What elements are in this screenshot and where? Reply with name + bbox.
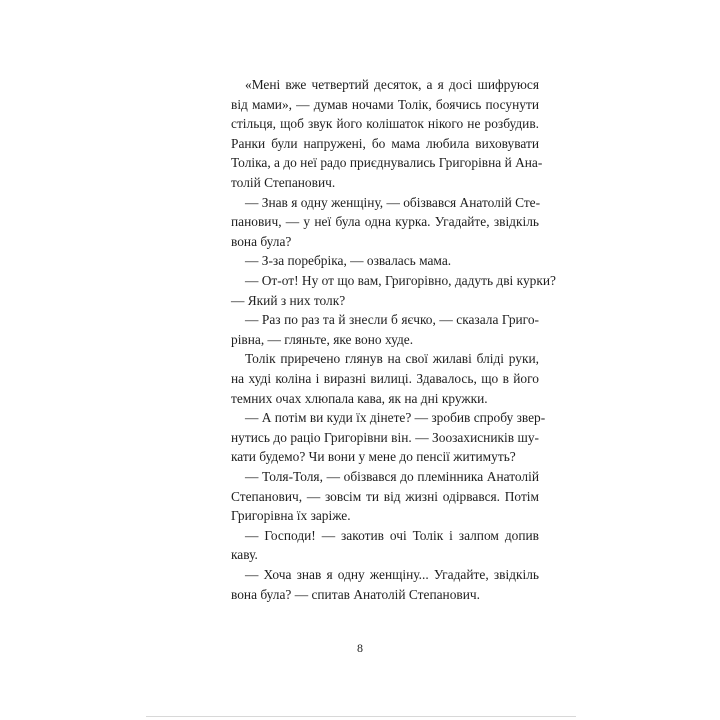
text-line: Григорівна їх заріже. (231, 508, 351, 524)
text-line: — Хоча знав я одну женщіну... Угадайте, звідкіль (245, 567, 539, 582)
bottom-divider (146, 716, 576, 717)
text-line: Степанович, — зовсім ти від жизні одірвався. Потім (231, 488, 539, 504)
text-line: стільця, щоб звук його колішаток нікого не розбудив. (231, 116, 539, 132)
text-line: — Знав я одну женщіну, — обізвався Анатолій Сте- (245, 194, 541, 210)
text-line: Ранки були напружені, бо мама любила виховувати (231, 135, 539, 151)
text-line: — З-за поребріка, — озвалась мама. (245, 253, 452, 269)
text-line: — Який з них толк? (231, 292, 346, 308)
text-line: — От-от! Ну от що вам, Григорівно, дадуть дві курки? (245, 273, 556, 288)
text-line: панович, — у неї була одна курка. Угадайте, звідкіль (231, 214, 539, 230)
text-line: Толіка, а до неї радо приєднувались Григорівна й Ана- (231, 155, 543, 171)
page-number: 8 (357, 641, 363, 655)
text-line: кати будемо? Чи вони у мене до пенсії житимуть? (231, 449, 516, 465)
text-line: рівна, — гляньте, яке воно худе. (231, 331, 414, 347)
text-line: від мами», — думав ночами Толік, боячись посунути (231, 96, 539, 112)
text-line: «Мені вже четвертий десяток, а я досі шифруюся (245, 77, 539, 92)
text-line: вона була? (231, 233, 292, 249)
text-line: Толік приречено глянув на свої жилаві бліді руки, (245, 351, 539, 367)
text-line: на худі коліна і виразні вилиці. Здавалось, що в його (231, 371, 539, 386)
text-line: каву. (231, 547, 258, 563)
text-line: — Господи! — закотив очі Толік і залпом допив (245, 527, 539, 543)
text-line: толій Степанович. (231, 175, 336, 190)
text-line: — Толя-Толя, — обізвався до племінника Анатолій (245, 469, 539, 484)
text-line: нутись до раціо Григорівни він. — Зоозахисників шу- (231, 429, 539, 445)
text-line: — Раз по раз та й знесли б яєчко, — сказала Григо- (245, 312, 539, 328)
text-line: вона була? — спитав Анатолій Степанович. (231, 586, 480, 602)
text-line: темних очах хлюпала кава, як на дні кружки. (231, 390, 488, 406)
text-line: — А потім ви куди їх дінете? — зробив спробу звер- (245, 410, 546, 426)
